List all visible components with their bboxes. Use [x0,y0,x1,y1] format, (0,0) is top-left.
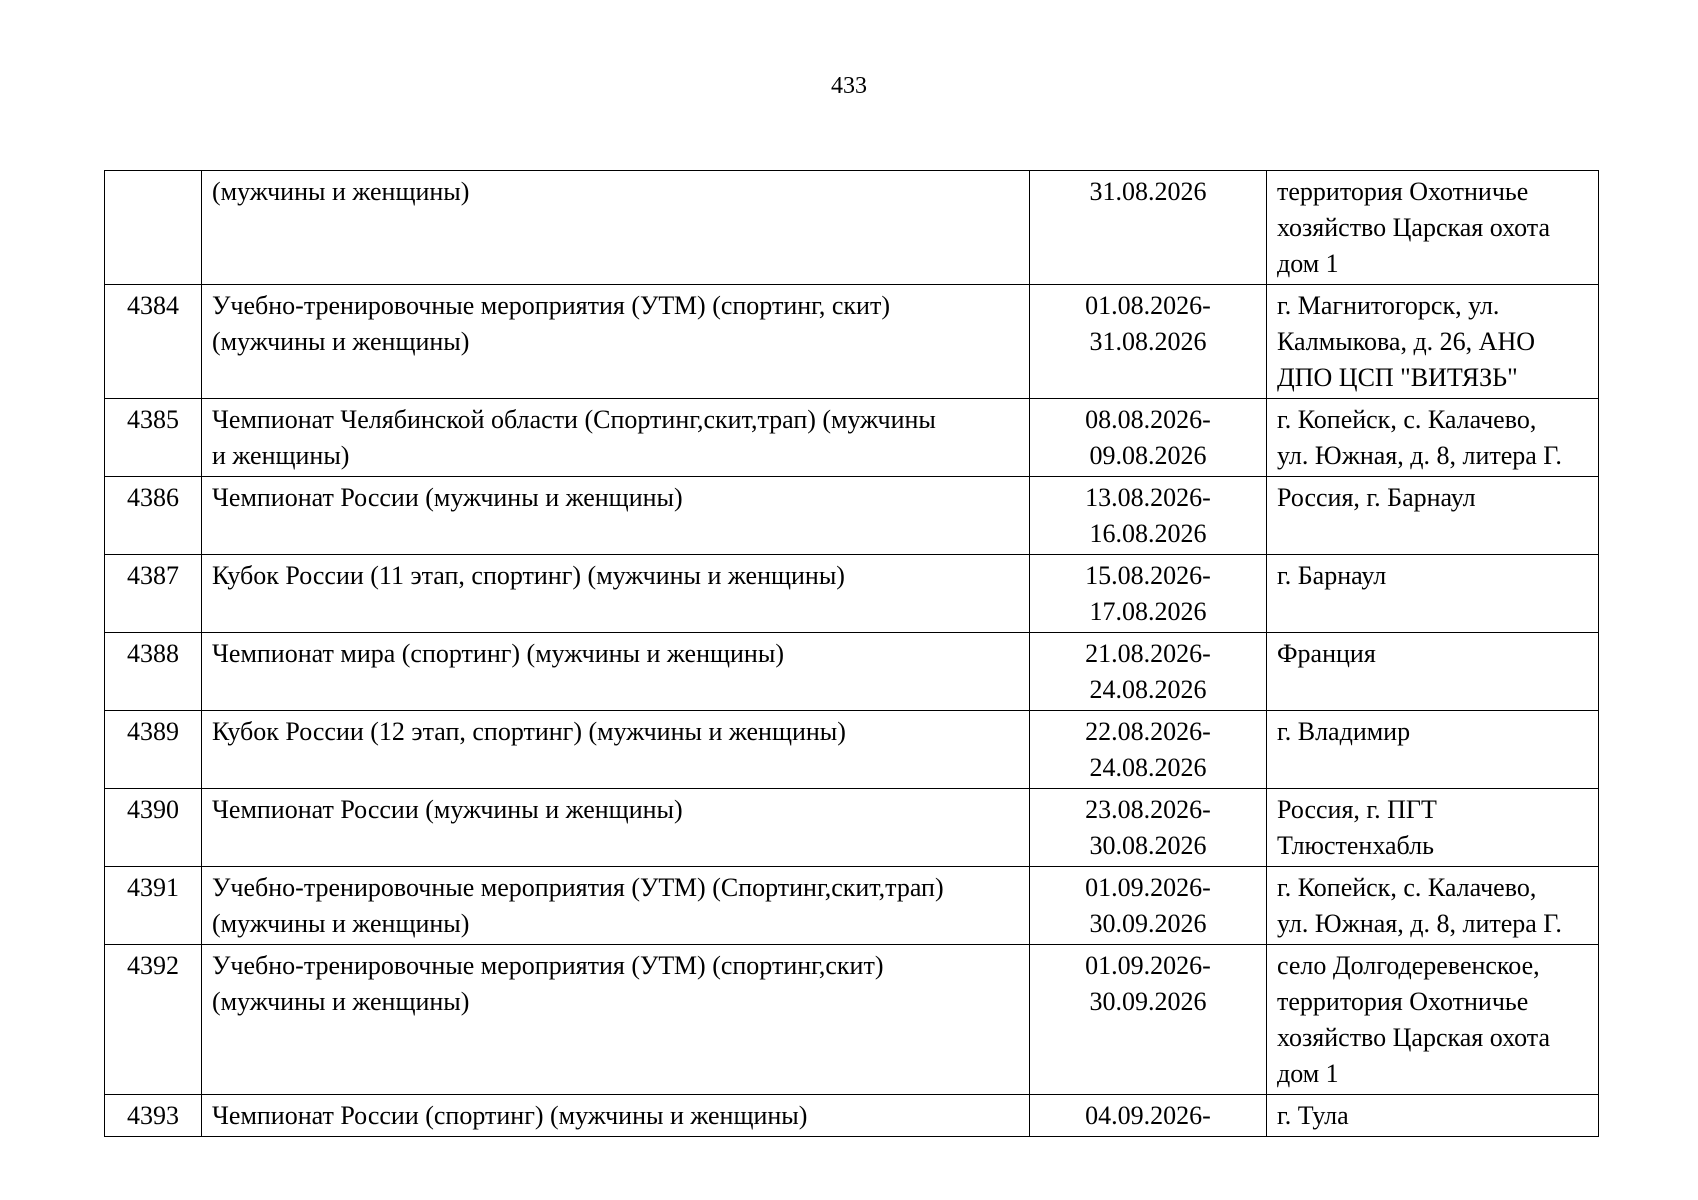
event-name-line: (мужчины и женщины) [212,909,470,938]
event-name-line: Чемпионат России (спортинг) (мужчины и женщины) [212,1101,808,1130]
event-place-line: г. Копейск, с. Калачево, [1277,873,1537,902]
event-date-line: 09.08.2026 [1089,441,1207,470]
event-name-line: и женщины) [212,441,350,470]
event-number-cell: 4389 [105,711,202,789]
event-dates-cell [1030,789,1267,867]
event-name-cell [202,867,1030,945]
event-name-cell [202,789,1030,867]
event-date-line: 23.08.2026- [1085,795,1211,824]
event-place-cell [1267,171,1599,285]
event-place-line: г. Копейск, с. Калачево, [1277,405,1537,434]
event-dates-cell [1030,399,1267,477]
event-date-line: 08.08.2026- [1085,405,1211,434]
table-row [105,633,1599,711]
event-place-line: хозяйство Царская охота [1277,1023,1550,1052]
event-number-cell: 4390 [105,789,202,867]
event-dates-cell [1030,285,1267,399]
event-place-cell [1267,633,1599,711]
event-dates-cell [1030,711,1267,789]
event-dates-cell [1030,555,1267,633]
event-number-cell: 4385 [105,399,202,477]
event-place-line: Тлюстенхабль [1277,831,1434,860]
event-place-cell [1267,477,1599,555]
table-row [105,867,1599,945]
event-date-line: 24.08.2026 [1089,675,1207,704]
event-name-cell [202,399,1030,477]
event-place-cell [1267,711,1599,789]
event-dates-cell [1030,477,1267,555]
event-number-cell: 4386 [105,477,202,555]
event-name-line: Кубок России (12 этап, спортинг) (мужчины и женщины) [212,717,846,746]
event-date-line: 24.08.2026 [1089,753,1207,782]
event-place-line: хозяйство Царская охота [1277,213,1550,242]
event-place-line: ул. Южная, д. 8, литера Г. [1277,441,1562,470]
event-number-cell [105,171,202,285]
table-row [105,555,1599,633]
event-dates-cell [1030,945,1267,1095]
event-place-line: Франция [1277,639,1376,668]
table-row [105,285,1599,399]
event-name-line: (мужчины и женщины) [212,177,470,206]
event-place-line: г. Барнаул [1277,561,1387,590]
event-number-cell: 4393 [105,1095,202,1137]
table-row [105,945,1599,1095]
event-name-line: Чемпионат мира (спортинг) (мужчины и женщины) [212,639,784,668]
page-number: 433 [831,73,867,99]
event-number-cell: 4384 [105,285,202,399]
event-place-line: Россия, г. ПГТ [1277,795,1437,824]
event-name-cell [202,1095,1030,1137]
event-number-cell: 4391 [105,867,202,945]
event-dates-cell [1030,867,1267,945]
event-name-line: (мужчины и женщины) [212,327,470,356]
event-place-line: г. Тула [1277,1101,1349,1130]
event-number-cell: 4388 [105,633,202,711]
event-place-cell [1267,1095,1599,1137]
event-place-line: Россия, г. Барнаул [1277,483,1476,512]
event-name-line: Учебно-тренировочные мероприятия (УТМ) (спортинг, скит) [212,291,890,320]
event-dates-cell [1030,171,1267,285]
event-date-line: 30.09.2026 [1089,987,1207,1016]
event-place-cell [1267,555,1599,633]
event-name-line: Учебно-тренировочные мероприятия (УТМ) (спортинг,скит) [212,951,884,980]
event-name-cell [202,171,1030,285]
event-place-line: дом 1 [1277,249,1339,278]
event-place-line: село Долгодеревенское, [1277,951,1540,980]
event-name-line: Чемпионат России (мужчины и женщины) [212,483,683,512]
event-place-cell [1267,285,1599,399]
event-number-cell: 4387 [105,555,202,633]
event-place-line: г. Владимир [1277,717,1411,746]
event-date-line: 30.08.2026 [1089,831,1207,860]
table-row [105,711,1599,789]
event-date-line: 15.08.2026- [1085,561,1211,590]
event-place-cell [1267,789,1599,867]
event-name-cell [202,285,1030,399]
event-place-line: территория Охотничье [1277,177,1529,206]
event-name-cell [202,945,1030,1095]
event-name-line: Кубок России (11 этап, спортинг) (мужчины и женщины) [212,561,845,590]
table-row [105,399,1599,477]
event-number-cell: 4392 [105,945,202,1095]
event-date-line: 22.08.2026- [1085,717,1211,746]
event-name-line: Учебно-тренировочные мероприятия (УТМ) (Спортинг,скит,трап) [212,873,944,902]
event-place-line: Калмыкова, д. 26, АНО [1277,327,1536,356]
events-table [104,170,1599,1137]
table-row [105,171,1599,285]
event-place-line: ул. Южная, д. 8, литера Г. [1277,909,1562,938]
event-date-line: 31.08.2026 [1089,177,1207,206]
event-name-line: Чемпионат Челябинской области (Спортинг,скит,трап) (мужчины [212,405,936,434]
event-name-cell [202,711,1030,789]
events-table-body [105,171,1599,1137]
event-name-cell [202,555,1030,633]
event-dates-cell [1030,1095,1267,1137]
event-date-line: 16.08.2026 [1089,519,1207,548]
event-date-line: 01.09.2026- [1085,951,1211,980]
event-place-line: г. Магнитогорск, ул. [1277,291,1500,320]
event-place-line: дом 1 [1277,1059,1339,1088]
event-date-line: 21.08.2026- [1085,639,1211,668]
event-date-line: 04.09.2026- [1085,1101,1211,1130]
event-date-line: 17.08.2026 [1089,597,1207,626]
event-place-line: территория Охотничье [1277,987,1529,1016]
event-place-cell [1267,867,1599,945]
event-date-line: 13.08.2026- [1085,483,1211,512]
event-date-line: 01.09.2026- [1085,873,1211,902]
event-date-line: 01.08.2026- [1085,291,1211,320]
table-row [105,789,1599,867]
table-row [105,477,1599,555]
event-name-cell [202,477,1030,555]
event-name-cell [202,633,1030,711]
event-place-cell [1267,945,1599,1095]
event-date-line: 31.08.2026 [1089,327,1207,356]
event-place-line: ДПО ЦСП "ВИТЯЗЬ" [1277,363,1518,392]
event-name-line: Чемпионат России (мужчины и женщины) [212,795,683,824]
event-date-line: 30.09.2026 [1089,909,1207,938]
event-name-line: (мужчины и женщины) [212,987,470,1016]
event-dates-cell [1030,633,1267,711]
event-place-cell [1267,399,1599,477]
table-row [105,1095,1599,1137]
